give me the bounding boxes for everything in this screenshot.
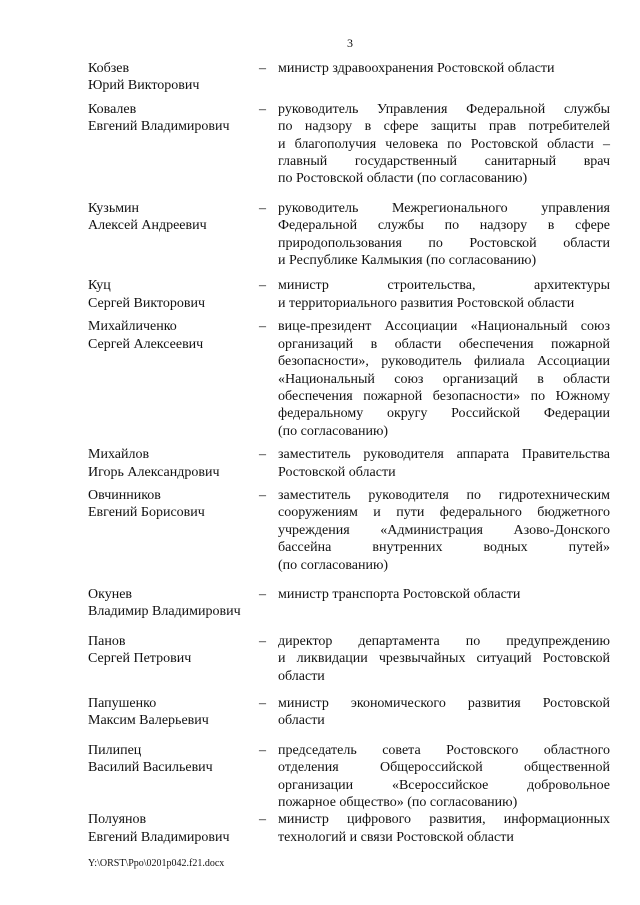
position-line: учреждения «Администрация Азово-Донского [278,522,610,538]
member-name [88,811,259,846]
dash-separator: – [259,696,266,711]
position-line: руководитель Межрегионального управления [278,200,610,216]
position-line: области [278,713,325,729]
dash-separator: – [259,742,266,758]
member-surname: Папушенко [88,696,157,711]
member-position [278,318,610,440]
member-entry [88,277,610,312]
member-entry [88,633,610,685]
position-line: вице-президент Ассоциации «Национальный союз [278,319,610,335]
position-line: председатель совета Ростовского областного [278,742,610,758]
dash-separator: – [259,487,266,503]
member-given-names: Василий Васильевич [88,760,213,776]
member-position [278,60,610,77]
member-entry [88,101,610,188]
position-line: министр строительства, архитектуры [278,278,610,294]
position-line: технологий и связи Ростовской области [278,829,514,845]
member-position [278,200,610,270]
position-line: природопользования по Ростовской области [278,235,610,251]
position-line: заместитель руководителя по гидротехническим [278,487,610,503]
position-line: министр экономического развития Ростовской [278,696,610,711]
member-given-names: Евгений Борисович [88,505,205,521]
member-name [88,318,259,353]
position-line: и ликвидации чрезвычайных ситуаций Ростовской [278,651,610,667]
position-line: организаций в области обеспечения пожарной [278,336,610,352]
member-given-names: Сергей Викторович [88,295,206,311]
member-given-names: Сергей Петрович [88,651,192,667]
position-line: организации «Всероссийское добровольное [278,777,610,793]
member-entry [88,811,610,846]
member-surname: Кобзев [88,61,130,76]
member-given-names: Евгений Владимирович [88,829,230,845]
member-name [88,101,259,136]
position-line: главный государственный санитарный врач [278,154,610,170]
member-entry [88,60,610,95]
position-line: директор департамента по предупреждению [278,633,610,649]
member-entry [88,586,610,621]
member-surname: Овчинников [88,487,161,503]
position-line: обеспечения пожарной безопасности» по Южному [278,388,610,404]
position-line: и благополучия человека по Ростовской области – [278,136,610,152]
member-surname: Полуянов [88,812,147,828]
position-line: федеральному округу Российской Федерации [278,406,610,422]
dash-separator: – [259,200,266,216]
member-surname: Окунев [88,586,133,602]
position-line: сооружениям и пути федерального бюджетного [278,505,610,521]
member-position [278,742,610,812]
member-given-names: Владимир Владимирович [88,604,241,620]
member-surname: Кузьмин [88,200,140,216]
position-line: отделения Общероссийской общественной [278,760,610,776]
member-position [278,446,610,481]
dash-separator: – [259,61,266,76]
member-given-names: Юрий Викторович [88,78,200,94]
member-position [278,586,610,603]
position-line: и территориального развития Ростовской области [278,295,575,311]
member-surname: Куц [88,278,111,294]
dash-separator: – [259,447,266,463]
member-surname: Пилипец [88,742,142,758]
position-line: (по согласованию) [278,423,389,439]
member-given-names: Игорь Александрович [88,464,220,480]
member-position [278,633,610,685]
position-line: руководитель Управления Федеральной службы [278,101,610,117]
position-line: Федеральной службы по надзору в сфере [278,218,610,234]
position-line: (по согласованию) [278,557,389,573]
member-name [88,277,259,312]
member-name [88,695,259,730]
member-position [278,277,610,312]
member-list [88,60,610,846]
position-line: Ростовской области [278,464,396,480]
position-line: «Национальный союз организаций в области [278,371,610,387]
member-entry [88,695,610,730]
position-line: министр здравоохранения Ростовской области [278,61,555,76]
member-entry [88,487,610,574]
member-entry [88,318,610,440]
member-position [278,695,610,730]
member-position [278,101,610,188]
position-line: бассейна внутренних водных путей» [278,540,610,556]
member-entry [88,742,610,812]
member-name [88,60,259,95]
dash-separator: – [259,586,266,602]
file-path-footer: Y:\ORST\Ppo\0201p042.f21.docx [88,858,225,869]
position-line: министр цифрового развития, информационных [278,812,610,828]
member-given-names: Максим Валерьевич [88,713,209,729]
member-surname: Ковалев [88,101,137,117]
member-name [88,446,259,481]
member-entry [88,200,610,270]
position-line: по надзору в сфере защиты прав потребителей [278,119,610,135]
member-surname: Михайличенко [88,319,177,335]
member-name [88,487,259,522]
position-line: и Республике Калмыкия (по согласованию) [278,253,537,269]
position-line: области [278,668,325,684]
dash-separator: – [259,633,266,649]
member-given-names: Сергей Алексеевич [88,336,204,352]
position-line: пожарное общество» (по согласованию) [278,795,518,811]
dash-separator: – [259,812,266,828]
member-position [278,487,610,574]
dash-separator: – [259,278,266,294]
member-name [88,586,259,621]
position-line: безопасности», руководитель филиала Ассоциации [278,354,610,370]
member-name [88,200,259,235]
dash-separator: – [259,319,266,335]
member-given-names: Евгений Владимирович [88,119,230,135]
member-position [278,811,610,846]
member-given-names: Алексей Андреевич [88,218,207,234]
dash-separator: – [259,101,266,117]
position-line: по Ростовской области (по согласованию) [278,171,528,187]
position-line: заместитель руководителя аппарата Правительства [278,447,610,463]
member-name [88,742,259,777]
member-entry [88,446,610,481]
position-line: министр транспорта Ростовской области [278,586,521,602]
member-surname: Михайлов [88,447,150,463]
member-name [88,633,259,668]
page-number: 3 [347,36,353,50]
member-surname: Панов [88,633,126,649]
